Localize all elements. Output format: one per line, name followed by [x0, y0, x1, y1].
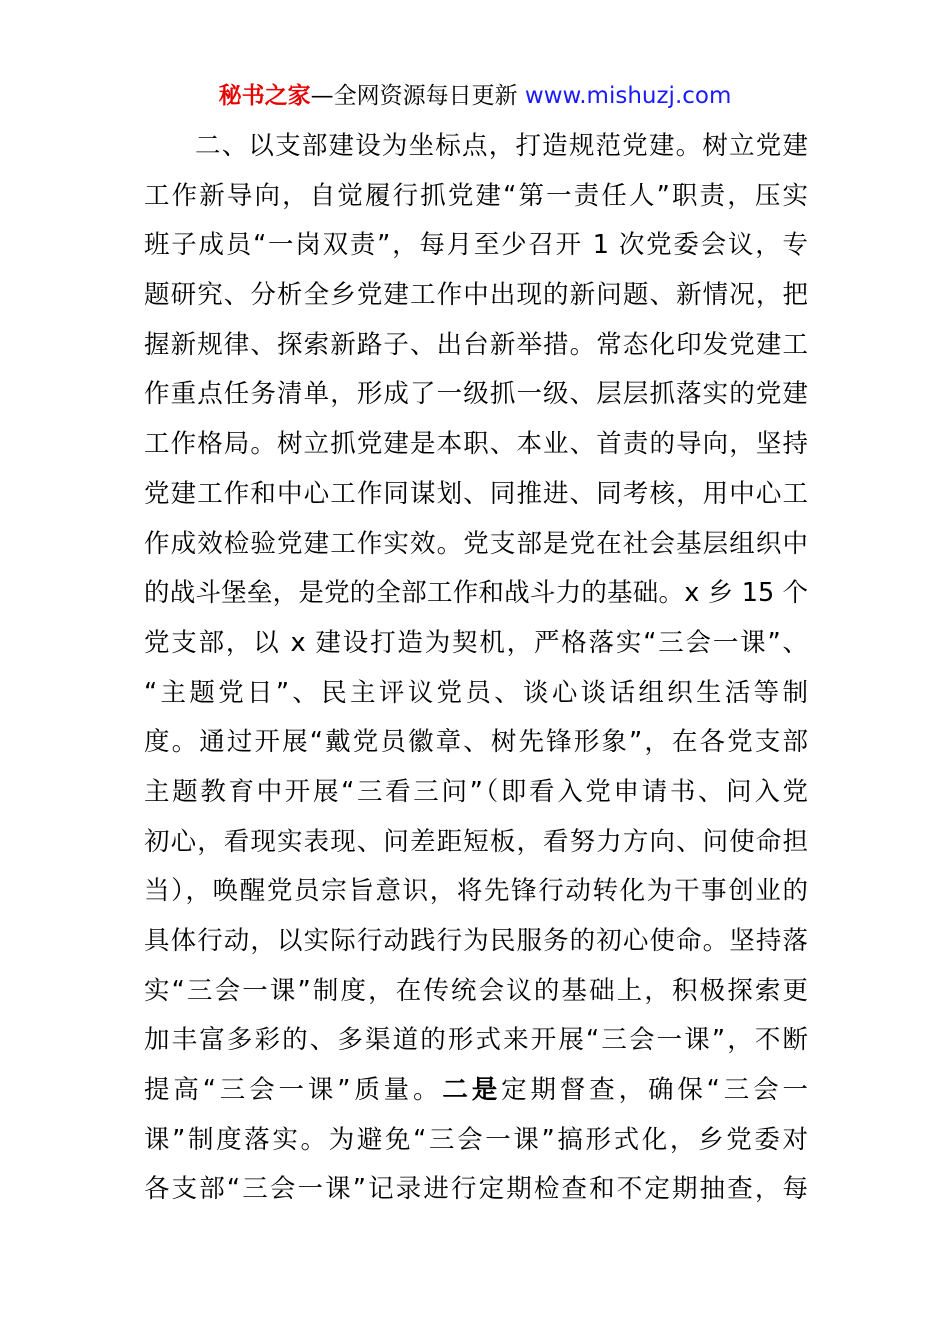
text-line: 题研究、分析全乡党建工作中出现的新问题、新情况，把 [144, 280, 808, 311]
text-line: “主题党日”、民主评议党员、谈心谈话组织生活等制 [144, 677, 808, 708]
text-line: 当），唤醒党员宗旨意识，将先锋行动转化为干事创业的 [144, 876, 808, 907]
text-line: 具体行动，以实际行动践行为民服务的初心使命。坚持落 [144, 926, 808, 956]
text-line: 握新规律、探索新路子、出台新举措。常态化印发党建工 [144, 329, 808, 360]
text-line: 主题教育中开展“三看三问”（即看入党申请书、问入党 [144, 776, 808, 807]
text-segment: 提高“三会一课”质量。 [144, 1075, 443, 1106]
text-line: 课”制度落实。为避免“三会一课”搞形式化，乡党委对 [144, 1124, 808, 1155]
site-url-link[interactable]: www.mishuzj.com [524, 83, 732, 109]
text-line: 二、以支部建设为坐标点，打造规范党建。树立党建 [195, 131, 808, 161]
text-segment: 定期督查，确保“三会一 [501, 1075, 808, 1106]
text-line: 初心，看现实表现、问差距短板，看努力方向、问使命担 [144, 826, 808, 857]
text-line: 工作格局。树立抓党建是本职、本业、首责的导向，坚持 [144, 429, 808, 460]
text-line: 工作新导向，自觉履行抓党建“第一责任人”职责，压实 [144, 180, 808, 211]
text-line: 度。通过开展“戴党员徽章、树先锋形象”，在各党支部 [144, 727, 808, 758]
header-tagline: —全网资源每日更新 [310, 83, 518, 109]
text-line: 作成效检验党建工作实效。党支部是党在社会基层组织中 [144, 528, 808, 559]
body-paragraph [144, 122, 808, 1215]
text-line: 党支部，以 x 建设打造为契机，严格落实“三会一课”、 [144, 627, 808, 658]
site-header [0, 80, 950, 112]
text-line: 加丰富多彩的、多渠道的形式来开展“三会一课”，不断 [144, 1025, 808, 1056]
text-line: 各支部“三会一课”记录进行定期检查和不定期抽查，每 [144, 1174, 808, 1205]
text-line: 的战斗堡垒，是党的全部工作和战斗力的基础。x 乡 15 个 [144, 578, 808, 609]
brand-name: 秘书之家 [218, 83, 311, 109]
bold-emphasis: 二是 [442, 1075, 502, 1106]
text-line: 作重点任务清单，形成了一级抓一级、层层抓落实的党建 [144, 379, 808, 410]
text-line: 党建工作和中心工作同谋划、同推进、同考核，用中心工 [144, 478, 808, 509]
text-line: 班子成员“一岗双责”，每月至少召开 1 次党委会议，专 [144, 230, 808, 261]
text-line-mixed [144, 1066, 808, 1116]
text-line: 实“三会一课”制度，在传统会议的基础上，积极探索更 [144, 975, 808, 1006]
